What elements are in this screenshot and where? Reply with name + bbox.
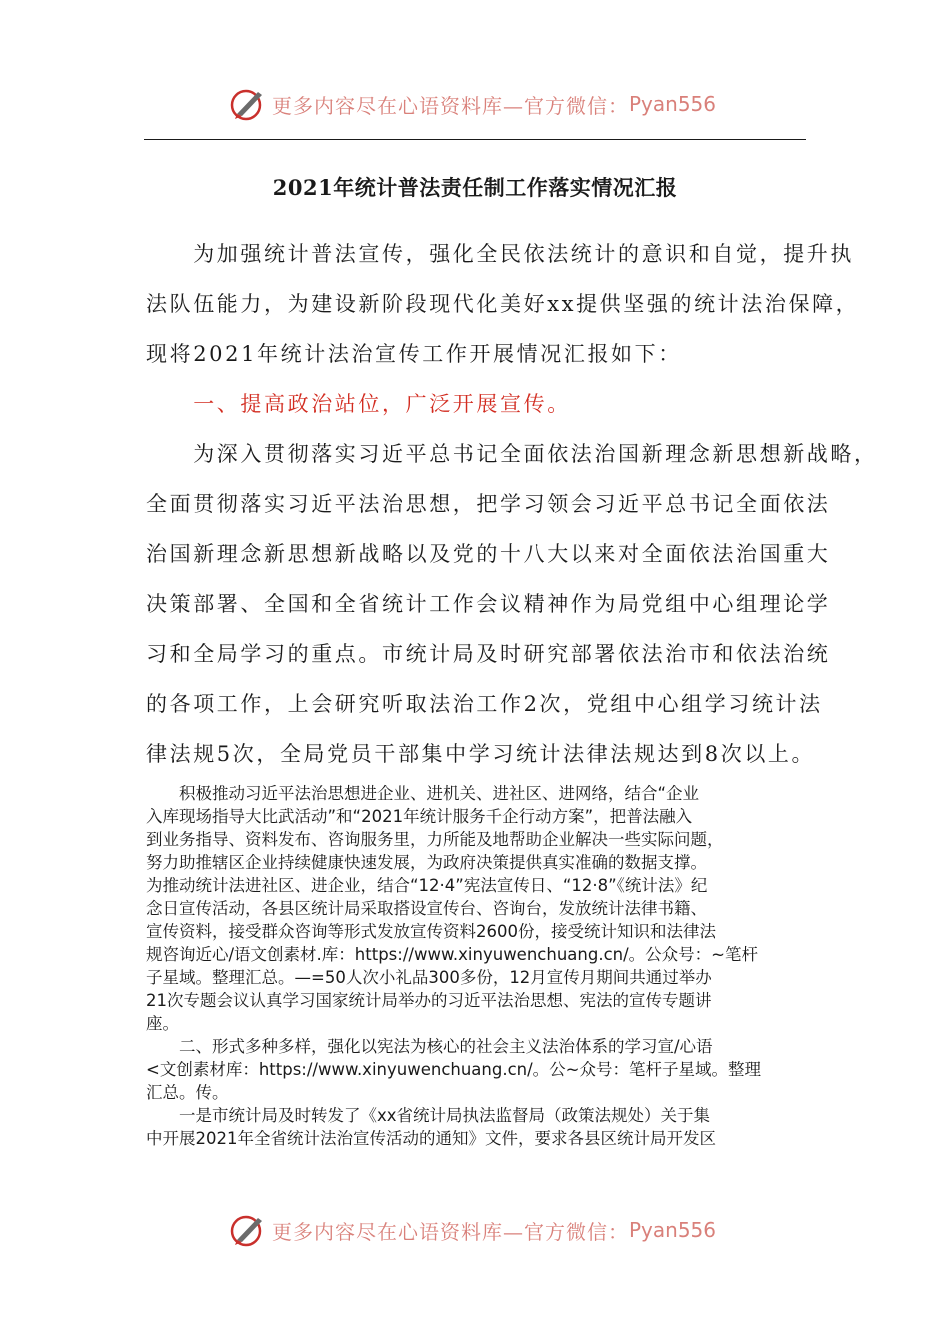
body-line: 规咨询近心/语文创素材.库：https://www.xinyuwenchuang.cn/。公众号：~笔杆 — [146, 945, 758, 964]
header-banner — [228, 82, 716, 126]
footer-banner — [228, 1208, 716, 1252]
intro-line: 法队伍能力，为建设新阶段现代化美好xx提供坚强的统计法治保障， — [146, 292, 860, 316]
body-line: 努力助推辖区企业持续健康快速发展，为政府决策提供真实准确的数据支撑。 — [146, 853, 707, 872]
section1-line: 为深入贯彻落实习近平总书记全面依法治国新理念新思想新战略， — [146, 442, 878, 466]
section1-line: 决策部署、全国和全省统计工作会议精神作为局党组中心组理论学 — [146, 592, 831, 616]
body-line: 汇总。传。 — [146, 1083, 229, 1102]
section1-line: 治国新理念新思想新战略以及党的十八大以来对全面依法治国重大 — [146, 542, 831, 566]
document-title: 2021年统计普法责任制工作落实情况汇报 — [272, 175, 678, 200]
header-banner-wechat-id: Pyan556 — [629, 92, 717, 116]
body-line: 入库现场指导大比武活动”和“2021年统计服务千企行动方案”，把普法融入 — [146, 807, 693, 826]
body-line: 子星域。整理汇总。—=50人次小礼品300多份，12月宣传月期间共通过举办 — [146, 968, 712, 987]
body-line: 积极推动习近平法治思想进企业、进机关、进社区、进网络，结合“企业 — [146, 784, 700, 803]
body-line: 为推动统计法进社区、进企业，结合“12·4”宪法宣传日、“12·8”《统计法》纪 — [146, 876, 708, 895]
intro-line: 现将2021年统计法治宣传工作开展情况汇报如下： — [146, 342, 682, 366]
footer-banner-wechat-id: Pyan556 — [629, 1218, 717, 1242]
section1-line: 的各项工作，上会研究听取法治工作2次，党组中心组学习统计法 — [146, 692, 823, 716]
header-divider — [144, 139, 806, 140]
section1-line: 习和全局学习的重点。市统计局及时研究部署依法治市和依法治统 — [146, 642, 831, 666]
pen-circle-logo-icon — [228, 84, 268, 124]
body-line: 宣传资料，接受群众咨询等形式发放宣传资料2600份，接受统计知识和法律法 — [146, 922, 716, 941]
section1-line: 全面贯彻落实习近平法治思想，把学习领会习近平总书记全面依法 — [146, 492, 831, 516]
body-line: 一是市统计局及时转发了《xx省统计局执法监督局（政策法规处）关于集 — [146, 1106, 711, 1125]
footer-banner-text: 更多内容尽在心语资料库—官方微信： — [272, 1219, 629, 1244]
body-line: 中开展2021年全省统计法治宣传活动的通知》文件，要求各县区统计局开发区 — [146, 1129, 716, 1148]
header-banner-text: 更多内容尽在心语资料库—官方微信： — [272, 93, 629, 118]
body-line: 座。 — [146, 1014, 179, 1033]
pen-circle-logo-icon — [228, 1210, 268, 1250]
body-line: 二、形式多种多样，强化以宪法为核心的社会主义法治体系的学习宣/心语 — [146, 1037, 713, 1056]
section-heading-1: 一、提高政治站位，广泛开展宣传。 — [146, 392, 571, 416]
body-line: 念日宣传活动，各县区统计局采取搭设宣传台、咨询台，发放统计法律书籍、 — [146, 899, 707, 918]
body-line: 21次专题会议认真学习国家统计局举办的习近平法治思想、宪法的宣传专题讲 — [146, 991, 712, 1010]
intro-line: 为加强统计普法宣传，强化全民依法统计的意识和自觉，提升执 — [146, 242, 854, 266]
section1-line: 律法规5次，全局党员干部集中学习统计法律法规达到8次以上。 — [146, 742, 816, 766]
body-line: 到业务指导、资料发布、咨询服务里，力所能及地帮助企业解决一些实际问题， — [146, 830, 724, 849]
body-line: <文创素材库：https://www.xinyuwenchuang.cn/。公~众号：笔杆子星域。整理 — [146, 1060, 762, 1079]
